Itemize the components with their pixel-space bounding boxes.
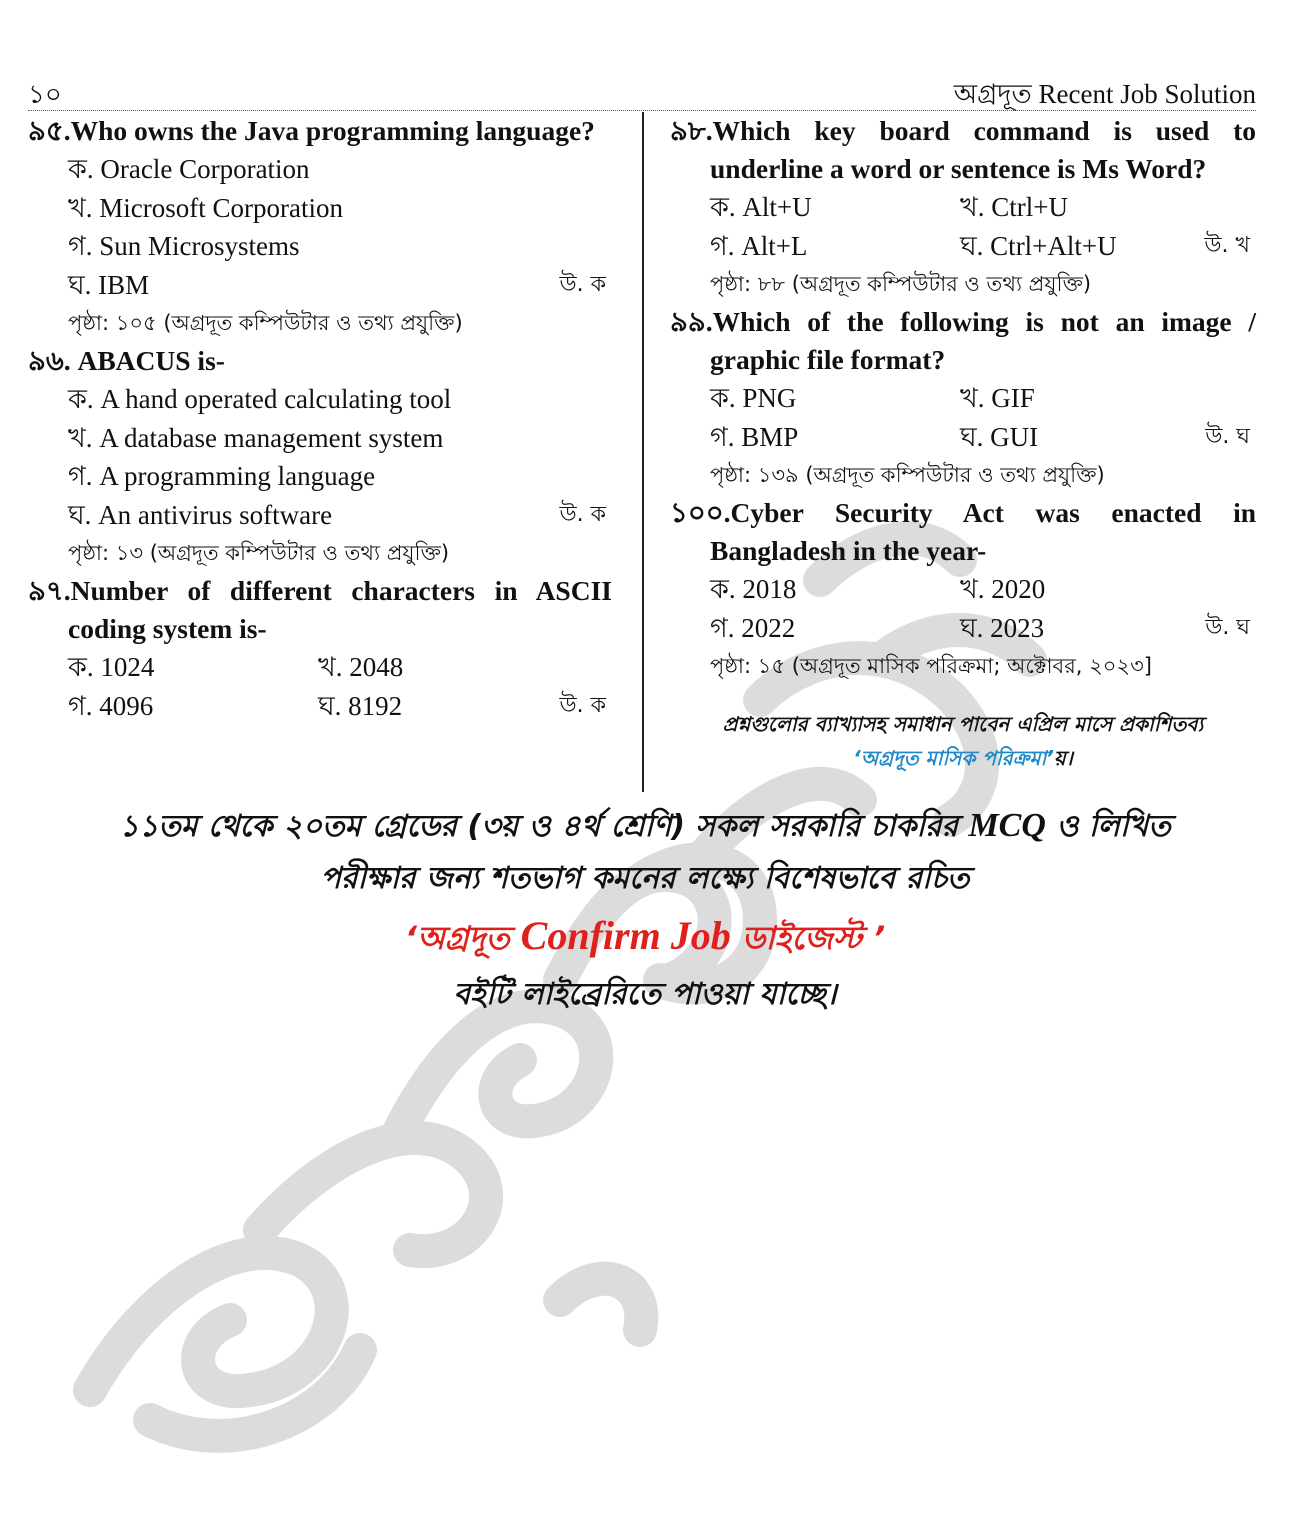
answer-key: উ. খ bbox=[1204, 232, 1250, 258]
promo-line-1b: ও লিখিত bbox=[1045, 809, 1171, 844]
option: গ. BMP bbox=[710, 421, 799, 452]
option: গ. Sun Microsystems bbox=[68, 231, 300, 261]
question-number: ৯৭. bbox=[28, 575, 71, 606]
page-reference: পৃষ্ঠা: ১০৫ (অগ্রদূত কম্পিউটার ও তথ্য প্রযুক্তি) bbox=[68, 311, 463, 335]
question-stem bbox=[670, 494, 1256, 570]
promo-book-title bbox=[0, 905, 1290, 969]
answer-key: উ. ঘ bbox=[1205, 423, 1250, 449]
page-reference: পৃষ্ঠা: ১৩৯ (অগ্রদূত কম্পিউটার ও তথ্য প্রযুক্তি) bbox=[710, 463, 1105, 487]
note-line-2 bbox=[670, 741, 1256, 775]
question-number: ৯৬. bbox=[28, 345, 71, 376]
promo-line-2: পরীক্ষার জন্য শতভাগ কমনের লক্ষ্যে বিশেষভাবে রচিত bbox=[320, 861, 970, 896]
right-column bbox=[670, 112, 1256, 775]
promo-block bbox=[0, 800, 1290, 1021]
options-list bbox=[28, 380, 612, 534]
answer-key: উ. ক bbox=[559, 501, 606, 527]
promo-title-bn: ডাইজেস্ট ’ bbox=[730, 919, 886, 957]
option-row bbox=[68, 419, 612, 458]
option-row bbox=[68, 227, 612, 266]
option: গ. 2022 bbox=[710, 612, 796, 643]
question-item bbox=[670, 494, 1256, 685]
option: গ. 4096 bbox=[68, 690, 154, 721]
running-title: অগ্রদূত Recent Job Solution bbox=[953, 79, 1256, 109]
option-row bbox=[710, 227, 1256, 266]
option: খ. GIF bbox=[960, 383, 1035, 413]
option-row bbox=[68, 457, 612, 496]
promo-line-1a: ১১তম থেকে ২০তম গ্রেডের (৩য় ও ৪র্থ শ্রেণি) সকল সরকারি চাকরির bbox=[119, 809, 969, 844]
option-row bbox=[68, 496, 612, 535]
question-stem bbox=[670, 303, 1256, 379]
option: খ. 2048 bbox=[318, 652, 404, 682]
promo-mcq: MCQ bbox=[968, 807, 1046, 844]
option: ক. A hand operated calculating tool bbox=[68, 384, 452, 414]
question-item bbox=[28, 342, 612, 572]
question-stem bbox=[670, 112, 1256, 188]
question-number: ৯৫. bbox=[28, 115, 71, 146]
question-item bbox=[28, 572, 612, 725]
option: খ. A database management system bbox=[68, 422, 444, 453]
option-row bbox=[68, 189, 612, 228]
option: ক. Alt+U bbox=[710, 192, 812, 222]
promo-line-4: বইটি লাইব্রেরিতে পাওয়া যাচ্ছে। bbox=[453, 977, 837, 1012]
question-text: ABACUS is- bbox=[70, 345, 225, 376]
note-magazine-name: ‘অগ্রদূত মাসিক পরিক্রমা’ bbox=[853, 746, 1054, 770]
note-suffix: য়। bbox=[1053, 746, 1073, 770]
page-reference: পৃষ্ঠা: ৮৮ (অগ্রদূত কম্পিউটার ও তথ্য প্রযুক্তি) bbox=[710, 272, 1092, 296]
options-list bbox=[28, 150, 612, 304]
page-number: ১০ bbox=[28, 80, 62, 109]
question-stem bbox=[28, 112, 612, 150]
answer-key: উ. ক bbox=[559, 692, 606, 718]
page-reference: পৃষ্ঠা: ১৩ (অগ্রদূত কম্পিউটার ও তথ্য প্রযুক্তি) bbox=[68, 541, 450, 565]
option: খ. 2020 bbox=[960, 574, 1046, 604]
option: ক. 2018 bbox=[710, 574, 797, 604]
option: গ. A programming language bbox=[68, 461, 376, 491]
option: ঘ. Ctrl+Alt+U bbox=[960, 230, 1117, 261]
page-header bbox=[28, 72, 1256, 111]
publication-note bbox=[670, 707, 1256, 775]
question-text: Cyber Security Act was enacted in Bangladesh in the year- bbox=[710, 497, 1256, 566]
question-stem bbox=[28, 572, 612, 648]
option-row bbox=[68, 150, 612, 189]
options-list bbox=[670, 188, 1256, 265]
option-row bbox=[68, 687, 612, 726]
option: ঘ. IBM bbox=[68, 269, 150, 300]
question-number: ৯৯. bbox=[670, 306, 713, 337]
option-row bbox=[710, 609, 1256, 648]
options-list bbox=[670, 570, 1256, 647]
option-row bbox=[68, 648, 612, 687]
left-column bbox=[28, 112, 612, 725]
question-text: Who owns the Java programming language? bbox=[70, 115, 595, 146]
column-divider bbox=[642, 112, 644, 792]
promo-title-open: ‘অগ্রদূত bbox=[404, 919, 521, 957]
option: ক. 1024 bbox=[68, 652, 155, 682]
question-text: Which key board command is used to underline a word or sentence is Ms Word? bbox=[710, 115, 1256, 184]
option-row bbox=[710, 188, 1256, 227]
option: ক. Oracle Corporation bbox=[68, 154, 310, 184]
question-text: Which of the following is not an image / graphic file format? bbox=[710, 306, 1256, 375]
question-item bbox=[28, 112, 612, 342]
question-item bbox=[670, 112, 1256, 303]
answer-key: উ. ক bbox=[559, 271, 606, 297]
question-item bbox=[670, 303, 1256, 494]
option: খ. Ctrl+U bbox=[960, 192, 1068, 222]
option-row bbox=[68, 266, 612, 305]
options-list bbox=[28, 648, 612, 725]
options-list bbox=[670, 379, 1256, 456]
option: গ. Alt+L bbox=[710, 230, 808, 261]
promo-title-en: Confirm Job bbox=[520, 913, 731, 958]
option: ঘ. 8192 bbox=[318, 690, 403, 721]
option-row bbox=[710, 570, 1256, 609]
option-row bbox=[710, 418, 1256, 457]
note-line-1: প্রশ্নগুলোর ব্যাখ্যাসহ সমাধান পাবেন এপ্রিল মাসে প্রকাশিতব্য bbox=[722, 712, 1204, 736]
question-number: ৯৮. bbox=[670, 115, 713, 146]
question-number: ১০০. bbox=[670, 497, 731, 528]
option-row bbox=[710, 379, 1256, 418]
option: ঘ. GUI bbox=[960, 421, 1039, 452]
option: খ. Microsoft Corporation bbox=[68, 192, 343, 223]
question-text: Number of different characters in ASCII coding system is- bbox=[68, 575, 612, 644]
page-reference: পৃষ্ঠা: ১৫ (অগ্রদূত মাসিক পরিক্রমা; অক্টোবর, ২০২৩] bbox=[710, 654, 1152, 678]
promo-line-1 bbox=[0, 800, 1290, 853]
option: ঘ. An antivirus software bbox=[68, 499, 333, 530]
option-row bbox=[68, 380, 612, 419]
answer-key: উ. ঘ bbox=[1205, 614, 1250, 640]
question-stem bbox=[28, 342, 612, 380]
option: ঘ. 2023 bbox=[960, 612, 1045, 643]
option: ক. PNG bbox=[710, 383, 797, 413]
